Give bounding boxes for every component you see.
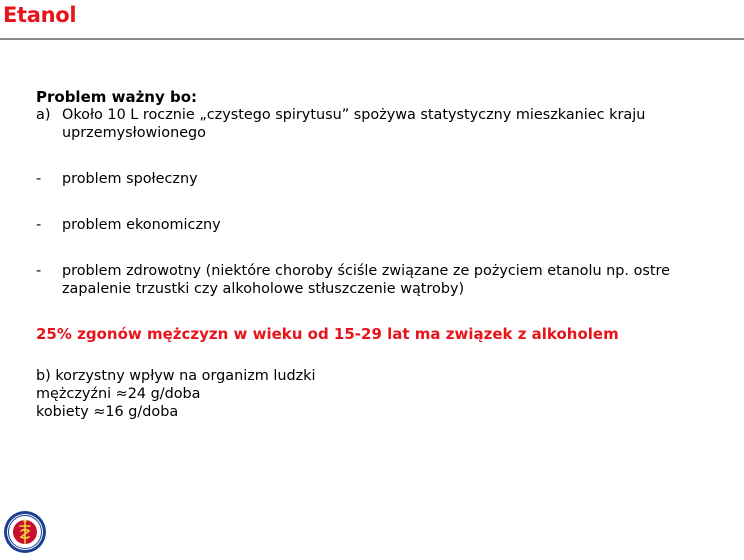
women-dose: kobiety ≈16 g/doba bbox=[36, 404, 179, 420]
bullet-marker: - bbox=[36, 171, 42, 187]
item-b-text: b) korzystny wpływ na organizm ludzki bbox=[36, 368, 316, 384]
men-dose: mężczyźni ≈24 g/doba bbox=[36, 386, 201, 402]
item-a bbox=[36, 106, 726, 142]
bullet-item bbox=[36, 262, 726, 298]
section-heading: Problem ważny bo: bbox=[36, 88, 198, 106]
bullet-marker: - bbox=[36, 263, 42, 279]
mortality-highlight: 25% zgonów mężczyzn w wieku od 15-29 lat ma związek z alkoholem bbox=[36, 325, 619, 343]
bullet-text: problem ekonomiczny bbox=[62, 217, 221, 233]
bullet-text: problem społeczny bbox=[62, 171, 198, 187]
bullet-text: problem zdrowotny (niektóre choroby ściśle związane ze pożyciem etanolu np. ostre zapalenie trzustki czy alkoholowe stłuszczenie wątroby) bbox=[62, 263, 670, 297]
slide-title: Etanol bbox=[3, 3, 77, 27]
item-a-text: Około 10 L rocznie „czystego spirytusu” spożywa statystyczny mieszkaniec kraju uprzemysłowionego bbox=[62, 107, 646, 141]
slide-content bbox=[36, 88, 726, 421]
item-b bbox=[36, 367, 726, 421]
university-seal-icon bbox=[3, 509, 47, 555]
bullet-item bbox=[36, 216, 726, 234]
bullet-item bbox=[36, 170, 726, 188]
bullet-marker: - bbox=[36, 217, 42, 233]
title-divider bbox=[0, 38, 744, 40]
item-a-marker: a) bbox=[36, 107, 51, 123]
